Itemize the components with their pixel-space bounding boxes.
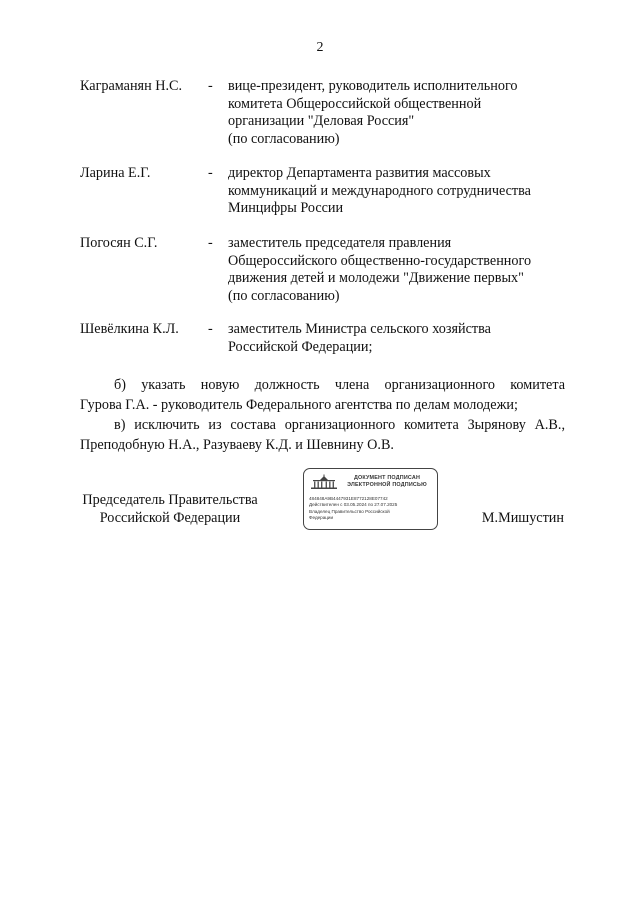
- member-description: [228, 321, 573, 356]
- government-building-icon: [310, 474, 338, 490]
- paragraph-b: [80, 375, 565, 415]
- member-dash: -: [208, 78, 213, 94]
- member-name: Ларина Е.Г.: [80, 165, 151, 181]
- stamp-owner-line: Федерации: [309, 515, 334, 521]
- paragraph-line: Преподобную Н.А., Разуваеву К.Д. и Шевнину О.В.: [80, 437, 394, 453]
- stamp-title-line: ЭЛЕКТРОННОЙ ПОДПИСЬЮ: [347, 482, 427, 488]
- description-line: Общероссийского общественно-государственного: [228, 252, 532, 269]
- signer-title: [80, 492, 260, 527]
- member-name: Шевёлкина К.Л.: [80, 321, 179, 337]
- description-line: движения детей и молодежи "Движение первых": [228, 270, 524, 286]
- description-line: комитета Общероссийской общественной: [228, 95, 482, 112]
- description-line: Российской Федерации;: [228, 338, 373, 355]
- description-line: Минцифры России: [228, 200, 344, 216]
- page-number: 2: [316, 40, 324, 55]
- member-dash: -: [208, 165, 213, 181]
- description-line: (по согласованию): [228, 130, 340, 147]
- member-name: Погосян С.Г.: [80, 235, 158, 251]
- description-line: заместитель председателя правления: [228, 235, 452, 251]
- stamp-validity: Действителен с 03.05.2024 по 27.07.2025: [309, 502, 398, 508]
- member-description: [228, 78, 573, 148]
- description-line: коммуникаций и международного сотрудничества: [228, 182, 531, 199]
- description-line: (по согласованию): [228, 287, 340, 304]
- paragraph-line: в) исключить из состава организационного комитета Зырянову А.В.,: [114, 417, 565, 433]
- description-line: директор Департамента развития массовых: [228, 165, 491, 181]
- member-dash: -: [208, 235, 213, 251]
- description-line: заместитель Министра сельского хозяйства: [228, 321, 491, 337]
- member-description: [228, 165, 573, 218]
- member-name: Каграманян Н.С.: [80, 78, 183, 94]
- signer-title-line: Председатель Правительства: [82, 492, 258, 508]
- signer-title-line: Российской Федерации: [99, 509, 241, 526]
- paragraph-v: [80, 415, 565, 455]
- member-description: [228, 235, 573, 305]
- paragraph-line: б) указать новую должность члена организационного комитета: [114, 377, 565, 393]
- member-dash: -: [208, 321, 213, 337]
- stamp-certificate: 484848A9B4447931E8772128E07742: [309, 496, 388, 501]
- stamp-title-line: ДОКУМЕНТ ПОДПИСАН: [353, 475, 421, 481]
- description-line: вице-президент, руководитель исполнительного: [228, 78, 518, 94]
- stamp-title: [340, 475, 434, 489]
- stamp-details: [309, 496, 397, 522]
- electronic-signature-stamp: [303, 468, 438, 530]
- signer-name: М.Мишустин: [481, 510, 564, 526]
- paragraph-line: Гурова Г.А. - руководитель Федерального агентства по делам молодежи;: [80, 397, 518, 413]
- description-line: организации "Деловая Россия": [228, 113, 415, 129]
- stamp-owner-line: Владелец Правительство Российской: [309, 508, 390, 514]
